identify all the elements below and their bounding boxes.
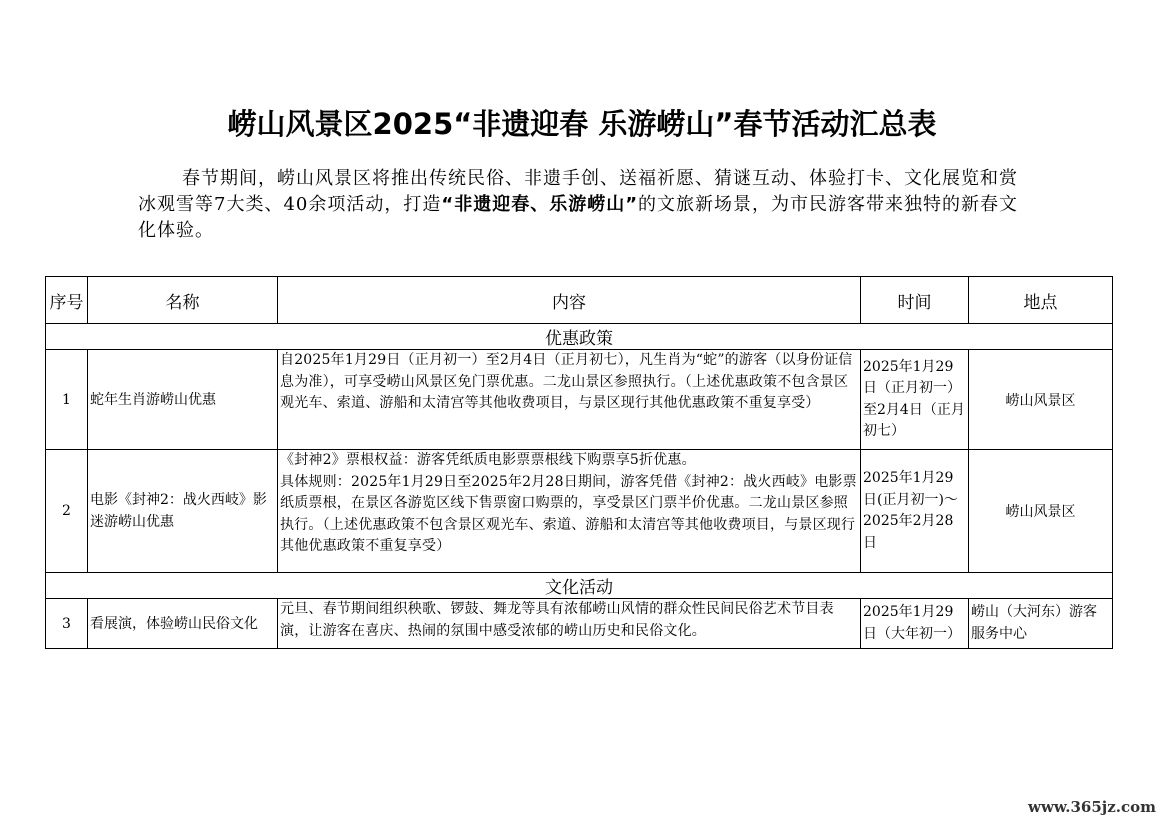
row-time: 2025年1月29日(正月初一)～2025年2月28日: [861, 450, 969, 573]
header-name: 名称: [88, 277, 278, 324]
row-index: 2: [46, 450, 88, 573]
content-paragraph: 自2025年1月29日（正月初一）至2月4日（正月初七），凡生肖为“蛇”的游客（以身份证信息为准），可享受崂山风景区免门票优惠。二龙山景区参照执行。（上述优惠政策不包含景区观光车、索道、游船和太清宫等其他收费项目，与景区现行其他优惠政策不重复享受）: [280, 352, 853, 411]
row-place: 崂山风景区: [969, 350, 1113, 450]
row-place: 崂山风景区: [969, 450, 1113, 573]
table-row: [46, 350, 1113, 450]
table-header-row: [46, 277, 1113, 324]
table-row: [46, 450, 1113, 573]
section-label: 优惠政策: [46, 324, 1113, 350]
row-content: [278, 350, 861, 450]
row-index: 3: [46, 599, 88, 649]
row-content: [278, 450, 861, 573]
row-place: 崂山（大河东）游客服务中心: [969, 599, 1113, 649]
content-paragraph: 元旦、春节期间组织秧歌、锣鼓、舞龙等具有浓郁崂山风情的群众性民间民俗艺术节目表演，让游客在喜庆、热闹的氛围中感受浓郁的崂山历史和民俗文化。: [280, 601, 834, 639]
section-row: [46, 324, 1113, 350]
watermark: www.365jz.com: [1028, 798, 1156, 816]
intro-text-1: 春节期间，崂山风景区将推出传统民俗、非遗手创、送福祈愿、猜谜互动、体验打卡、文化展览和赏冰观雪等7大类、40余项活动，打造: [138, 168, 1018, 215]
intro-highlight: “非遗迎春、乐游崂山”: [441, 194, 639, 215]
header-content: 内容: [278, 277, 861, 324]
section-label: 文化活动: [46, 573, 1113, 599]
row-name: 电影《封神2：战火西岐》影迷游崂山优惠: [88, 450, 278, 573]
content-paragraph: 《封神2》票根权益：游客凭纸质电影票票根线下购票享5折优惠。: [280, 452, 696, 468]
section-row: [46, 573, 1113, 599]
header-time: 时间: [861, 277, 969, 324]
activity-summary-table: [45, 276, 1113, 649]
header-place: 地点: [969, 277, 1113, 324]
page-title: 崂山风景区2025“非遗迎春 乐游崂山”春节活动汇总表: [227, 107, 937, 141]
row-name: 蛇年生肖游崂山优惠: [88, 350, 278, 450]
row-name: 看展演，体验崂山民俗文化: [88, 599, 278, 649]
row-index: 1: [46, 350, 88, 450]
row-time: 2025年1月29日（正月初一）至2月4日（正月初七）: [861, 350, 969, 450]
intro-paragraph: [138, 166, 1023, 244]
header-index: 序号: [46, 277, 88, 324]
table-row: [46, 599, 1113, 649]
row-content: [278, 599, 861, 649]
intro-text-2: 的文旅新场景，为市民游客带来独特的新春文化体验。: [138, 194, 1019, 241]
row-time: 2025年1月29日（大年初一）: [861, 599, 969, 649]
content-paragraph: 具体规则：2025年1月29日至2025年2月28日期间，游客凭借《封神2：战火西岐》电影票纸质票根，在景区各游览区线下售票窗口购票的，享受景区门票半价优惠。二龙山景区参照执行。（上述优惠政策不包含景区观光车、索道、游船和太清宫等其他收费项目，与景区现行其他优惠政策不重复享受）: [280, 473, 857, 554]
